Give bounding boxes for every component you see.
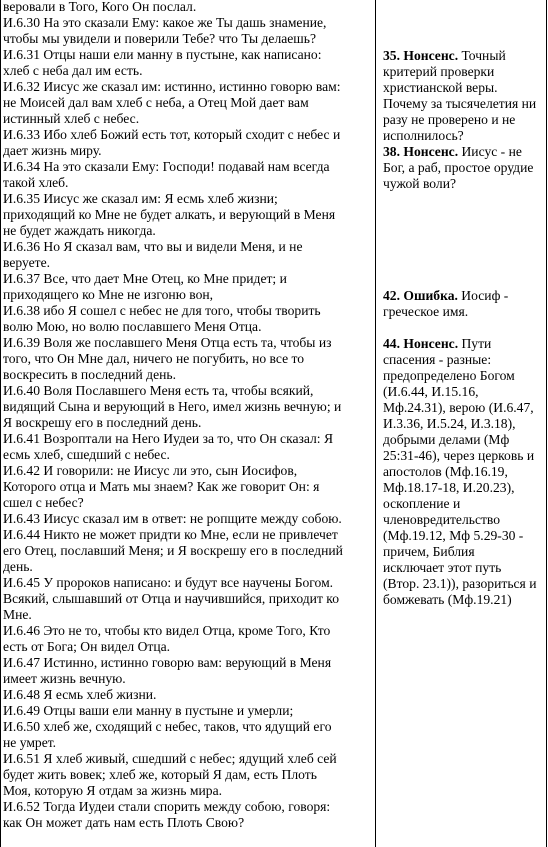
verse-line: И.6.44 Никто не может придти ко Мне, если не привлечет — [3, 527, 338, 542]
verse-line: волю Мою, но волю пославшего Меня Отца. — [3, 319, 262, 334]
verse-line: И.6.51 Я хлеб живый, сшедший с небес; ядущий хлеб сей — [3, 751, 337, 766]
table-border-right — [546, 0, 547, 847]
verse-line: И.6.36 Но Я сказал вам, что вы и видели Меня, и не — [3, 239, 303, 254]
note-38 — [383, 144, 543, 192]
scripture-text-column — [3, 0, 373, 831]
verse-line: И.6.48 Я есмь хлеб жизни. — [3, 687, 157, 702]
note-text: (Втор. 23.1)), разориться и — [383, 576, 537, 591]
verse-line: дает жизнь миру. — [3, 143, 102, 158]
note-text: Иисус - не — [458, 144, 522, 159]
note-text: исполнилось? — [383, 128, 464, 143]
note-text: причем, Библия — [383, 544, 475, 559]
verse-line: приходящий ко Мне не будет алкать, и верующий в Меня — [3, 207, 336, 222]
verse-line: Всякий, слышавший от Отца и научившийся, приходит ко — [3, 591, 339, 606]
verse-line: его Отец, пославший Меня; и Я воскрешу его в последний — [3, 543, 343, 558]
verse-line: сшел с небес? — [3, 495, 84, 510]
verse-line: веровали в Того, Кого Он послал. — [3, 0, 197, 14]
verse-line: не умрет. — [3, 735, 57, 750]
note-44 — [383, 336, 543, 608]
note-text: христианской веры. — [383, 80, 498, 95]
note-text: оскопление и — [383, 496, 461, 511]
verse-line: Которого отца и Мать мы знаем? Как же говорит Он: я — [3, 479, 320, 494]
note-text: Иосиф - — [457, 288, 509, 303]
verse-line: не будет жаждать никогда. — [3, 223, 156, 238]
verse-line: И.6.30 На это сказали Ему: какое же Ты дашь знамение, — [3, 15, 327, 30]
note-text: критерий проверки — [383, 64, 495, 79]
table-border-left — [0, 0, 1, 847]
verse-line: И.6.38 ибо Я сошел с небес не для того, чтобы творить — [3, 303, 321, 318]
verse-line: видящий Сына и верующий в Него, имел жизнь вечную; и — [3, 399, 342, 414]
verse-line: такой хлеб. — [3, 175, 69, 190]
verse-line: приходящего ко Мне не изгоню вон, — [3, 287, 214, 302]
note-text: (Мф.19.12, Мф 5.29-30 - — [383, 528, 524, 543]
note-text: Бог, а раб, простое орудие — [383, 160, 534, 175]
verse-line: И.6.45 У пророков написано: и будут все научены Богом. — [3, 575, 334, 590]
note-text: добрыми делами (Мф — [383, 432, 510, 447]
note-title: 35. Нонсенс. — [383, 48, 459, 63]
verse-line: не Моисей дал вам хлеб с неба, а Отец Мой дает вам — [3, 95, 309, 110]
note-text: И.3.36, И.5.24, И.3.18), — [383, 416, 516, 431]
verse-line: И.6.50 хлеб же, сходящий с небес, таков, что ядущий его — [3, 719, 332, 734]
note-text: греческое имя. — [383, 304, 469, 319]
verse-line: Моя, которую Я отдам за жизнь мира. — [3, 783, 223, 798]
note-title: 42. Ошибка. — [383, 288, 458, 303]
verse-line: есмь хлеб, сшедший с небес. — [3, 447, 170, 462]
verse-line: И.6.39 Воля же пославшего Меня Отца есть та, чтобы из — [3, 335, 332, 350]
note-text: членовредительство — [383, 512, 501, 527]
verse-line: И.6.32 Иисус же сказал им: истинно, истинно говорю вам: — [3, 79, 341, 94]
note-text: 25:31-46), через церковь и — [383, 448, 535, 463]
verse-line: И.6.35 Иисус же сказал им: Я есмь хлеб жизни; — [3, 191, 278, 206]
verse-line: день. — [3, 559, 33, 574]
verse-line: Я воскрешу его в последний день. — [3, 415, 202, 430]
verse-line: И.6.33 Ибо хлеб Божий есть тот, который сходит с небес и — [3, 127, 341, 142]
note-text: бомжевать (Мф.19.21) — [383, 592, 512, 607]
note-text: исключает этот путь — [383, 560, 502, 575]
verse-line: будет жить вовек; хлеб же, который Я дам, есть Плоть — [3, 767, 317, 782]
verse-line: И.6.49 Отцы ваши ели манну в пустыне и умерли; — [3, 703, 294, 718]
note-text: Мф.24.31), верою (И.6.47, — [383, 400, 534, 415]
note-text: Точный — [458, 48, 506, 63]
note-text: предопределено Богом — [383, 368, 515, 383]
note-title: 38. Нонсенс. — [383, 144, 459, 159]
note-text: Почему за тысячелетия ни — [383, 96, 537, 111]
column-divider — [375, 0, 376, 847]
verse-line: И.6.41 Возроптали на Него Иудеи за то, что Он сказал: Я — [3, 431, 334, 446]
verse-line: И.6.43 Иисус сказал им в ответ: не ропщите между собою. — [3, 511, 342, 526]
commentary-column — [383, 48, 543, 608]
verse-line: того, что Он Мне дал, ничего не погубить, но все то — [3, 351, 305, 366]
verse-line: И.6.34 На это сказали Ему: Господи! подавай нам всегда — [3, 159, 330, 174]
verse-line: веруете. — [3, 255, 51, 270]
verse-line: как Он может дать нам есть Плоть Свою? — [3, 815, 245, 830]
verse-line: И.6.40 Воля Пославшего Меня есть та, чтобы всякий, — [3, 383, 314, 398]
note-title: 44. Нонсенс. — [383, 336, 459, 351]
verse-line: И.6.47 Истинно, истинно говорю вам: верующий в Меня — [3, 655, 332, 670]
note-text: разу не проверено и не — [383, 112, 516, 127]
note-text: апостолов (Мф.16.19, — [383, 464, 508, 479]
verse-line: И.6.52 Тогда Иудеи стали спорить между собою, говоря: — [3, 799, 331, 814]
note-text: Пути — [458, 336, 492, 351]
verse-line: истинный хлеб с небес. — [3, 111, 140, 126]
verse-line: имеет жизнь вечную. — [3, 671, 126, 686]
note-text: (И.6.44, И.15.16, — [383, 384, 479, 399]
verse-line: чтобы мы увидели и поверили Тебе? что Ты делаешь? — [3, 31, 316, 46]
verse-line: хлеб с неба дал им есть. — [3, 63, 143, 78]
verse-line: И.6.31 Отцы наши ели манну в пустыне, как написано: — [3, 47, 322, 62]
note-35 — [383, 48, 543, 144]
note-text: спасения - разные: — [383, 352, 492, 367]
verse-line: Мне. — [3, 607, 32, 622]
verse-line: И.6.46 Это не то, чтобы кто видел Отца, кроме Того, Кто — [3, 623, 331, 638]
note-42 — [383, 288, 543, 320]
note-text: Мф.18.17-18, И.20.23), — [383, 480, 515, 495]
verse-line: И.6.37 Все, что дает Мне Отец, ко Мне придет; и — [3, 271, 287, 286]
verse-line: И.6.42 И говорили: не Иисус ли это, сын Иосифов, — [3, 463, 298, 478]
verse-line: воскресить в последний день. — [3, 367, 176, 382]
verse-line: есть от Бога; Он видел Отца. — [3, 639, 171, 654]
note-text: чужой воли? — [383, 176, 457, 191]
